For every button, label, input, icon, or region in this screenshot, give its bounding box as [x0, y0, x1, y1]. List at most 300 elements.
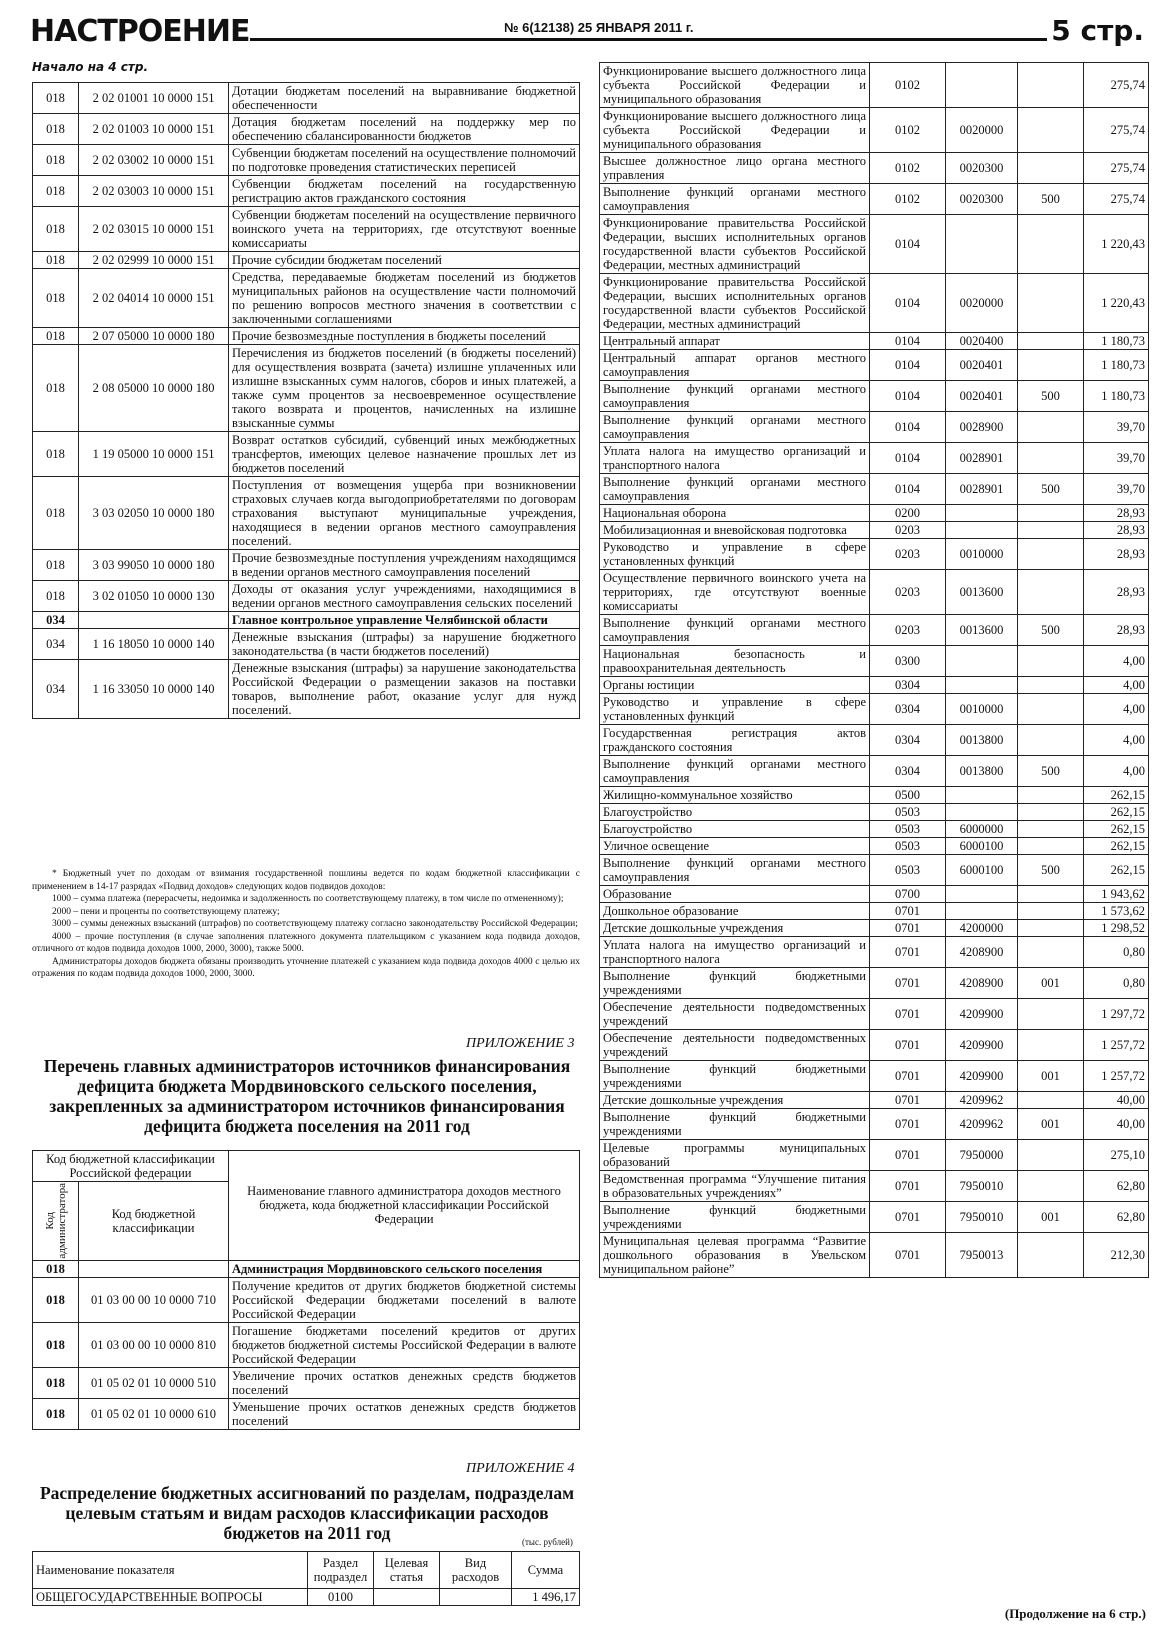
row-target: 0020401 [946, 350, 1018, 381]
table-row [33, 1260, 580, 1277]
row-name: Уплата налога на имущество организаций и транспортного налога [600, 937, 870, 968]
table-row [600, 1061, 1149, 1092]
table-row [600, 1233, 1149, 1278]
row-section: 0300 [870, 646, 946, 677]
row-name: Руководство и управление в сфере установленных функций [600, 539, 870, 570]
table-row [33, 176, 580, 207]
row-target [946, 505, 1018, 522]
row-section: 0102 [870, 184, 946, 215]
row-name: Дошкольное образование [600, 903, 870, 920]
row-sum: 28,93 [1084, 570, 1149, 615]
row-name: Центральный аппарат [600, 333, 870, 350]
table-row [600, 443, 1149, 474]
row-kind [1018, 1140, 1084, 1171]
table-row [600, 153, 1149, 184]
table-row [33, 660, 580, 719]
row-budget-code: 2 02 01001 10 0000 151 [79, 83, 229, 114]
table-row [600, 886, 1149, 903]
row-section: 0104 [870, 474, 946, 505]
row-sum: 4,00 [1084, 646, 1149, 677]
row-sum: 1 297,72 [1084, 999, 1149, 1030]
row-budget-code: 2 02 02999 10 0000 151 [79, 252, 229, 269]
row-target: 0020000 [946, 108, 1018, 153]
row-kind [1018, 999, 1084, 1030]
row-name: Функционирование высшего должностного лица субъекта Российской Федерации и муниципального образования [600, 63, 870, 108]
row-sum: 0,80 [1084, 937, 1149, 968]
row-sum: 262,15 [1084, 838, 1149, 855]
row-kind [1018, 937, 1084, 968]
row-sum: 40,00 [1084, 1109, 1149, 1140]
table-row [33, 252, 580, 269]
row-kind [1018, 838, 1084, 855]
row-sum: 39,70 [1084, 474, 1149, 505]
row-budget-code: 2 02 01003 10 0000 151 [79, 114, 229, 145]
row-name: Выполнение функций органами местного самоуправления [600, 474, 870, 505]
row-target: 4200000 [946, 920, 1018, 937]
row-name: Функционирование правительства Российской Федерации, высших исполнительных органов государственной власти субъектов Российской Федерации, местных администраций [600, 215, 870, 274]
row-sum: 1 257,72 [1084, 1061, 1149, 1092]
row-target: 0020400 [946, 333, 1018, 350]
row-name: Функционирование правительства Российской Федерации, высших исполнительных органов государственной власти субъектов Российской Федерации, местных администраций [600, 274, 870, 333]
row-name: Ведомственная программа “Улучшение питания в образовательных учреждениях” [600, 1171, 870, 1202]
row-name: Перечисления из бюджетов поселений (в бюджеты поселений) для осуществления возврата (зачета) излишне уплаченных или излишне взысканных сумм налогов, сборов и иных платежей, а также сумм процентов за несвоевременное осуществление такого возврата и процентов, начисленных на излишне взысканные суммы [229, 345, 580, 432]
row-target: 6000100 [946, 838, 1018, 855]
row-section: 0503 [870, 838, 946, 855]
newspaper-title: НАСТРОЕНИЕ [30, 14, 250, 49]
row-name: Благоустройство [600, 804, 870, 821]
row-section: 0304 [870, 677, 946, 694]
row-kind: 001 [1018, 1202, 1084, 1233]
header-kind: Вид расходов [440, 1552, 512, 1589]
row-budget-code: 3 03 02050 10 0000 180 [79, 477, 229, 550]
row-kind [1018, 787, 1084, 804]
table-row [600, 539, 1149, 570]
row-name: Обеспечение деятельности подведомственных учреждений [600, 1030, 870, 1061]
row-sum: 0,80 [1084, 968, 1149, 999]
row-name: Национальная оборона [600, 505, 870, 522]
row-sum: 62,80 [1084, 1202, 1149, 1233]
header-name: Наименование главного администратора доходов местного бюджета, кода бюджетной классификации Российской Федерации [229, 1151, 580, 1261]
row-name: Выполнение функций органами местного самоуправления [600, 412, 870, 443]
row-kind [1018, 646, 1084, 677]
row-section: 0200 [870, 505, 946, 522]
row-target: 0013600 [946, 615, 1018, 646]
row-kind: 500 [1018, 184, 1084, 215]
row-budget-code: 3 02 01050 10 0000 130 [79, 581, 229, 612]
row-section: 0104 [870, 412, 946, 443]
table-row [33, 345, 580, 432]
row-kind [1018, 412, 1084, 443]
row-sum: 1 220,43 [1084, 274, 1149, 333]
row-section: 0104 [870, 215, 946, 274]
row-budget-code: 1 19 05000 10 0000 151 [79, 432, 229, 477]
row-name: Прочие безвозмездные поступления в бюджеты поселений [229, 328, 580, 345]
row-kind [1018, 694, 1084, 725]
row-budget-code: 2 02 03002 10 0000 151 [79, 145, 229, 176]
row-name: Администрация Мордвиновского сельского поселения [229, 1260, 580, 1277]
row-sum: 275,74 [1084, 108, 1149, 153]
row-section: 0700 [870, 886, 946, 903]
row-name: Выполнение функций бюджетными учреждениями [600, 1109, 870, 1140]
row-kind [1018, 1092, 1084, 1109]
row-admin-code: 018 [33, 207, 79, 252]
row-name: Уличное освещение [600, 838, 870, 855]
row-name: Дотации бюджетам поселений на выравнивание бюджетной обеспеченности [229, 83, 580, 114]
row-target: 0020401 [946, 381, 1018, 412]
table-row [600, 903, 1149, 920]
row-name: Выполнение функций бюджетными учреждениями [600, 1202, 870, 1233]
table-row [33, 207, 580, 252]
row-admin-code: 018 [33, 1260, 79, 1277]
row-kind [1018, 63, 1084, 108]
table-row [600, 1092, 1149, 1109]
table-row [600, 920, 1149, 937]
row-section: 0503 [870, 804, 946, 821]
row-target [374, 1589, 440, 1606]
row-sum: 275,74 [1084, 63, 1149, 108]
row-section: 0104 [870, 333, 946, 350]
table-row [33, 145, 580, 176]
row-name: Благоустройство [600, 821, 870, 838]
row-budget-code [79, 612, 229, 629]
row-admin-code: 018 [33, 432, 79, 477]
row-admin-code: 018 [33, 1367, 79, 1398]
table-row [600, 474, 1149, 505]
table-row [33, 1589, 580, 1606]
row-name: Выполнение функций органами местного самоуправления [600, 615, 870, 646]
row-sum: 1 180,73 [1084, 333, 1149, 350]
appendix-3-label: ПРИЛОЖЕНИЕ 3 [466, 1036, 575, 1051]
row-kind [1018, 821, 1084, 838]
row-admin-code: 018 [33, 176, 79, 207]
row-name: Детские дошкольные учреждения [600, 1092, 870, 1109]
row-section: 0102 [870, 108, 946, 153]
row-budget-code: 1 16 33050 10 0000 140 [79, 660, 229, 719]
row-sum: 28,93 [1084, 522, 1149, 539]
table-row [600, 725, 1149, 756]
table-row [33, 83, 580, 114]
table-row [600, 615, 1149, 646]
row-name: Обеспечение деятельности подведомственных учреждений [600, 999, 870, 1030]
row-target [946, 215, 1018, 274]
row-kind: 500 [1018, 615, 1084, 646]
row-kind [440, 1589, 512, 1606]
row-name: Выполнение функций бюджетными учреждениями [600, 968, 870, 999]
row-name: Прочие субсидии бюджетам поселений [229, 252, 580, 269]
table-row [600, 412, 1149, 443]
row-section: 0503 [870, 855, 946, 886]
footnote-line: 3000 – суммы денежных взысканий (штрафов) по соответствующему платежу согласно законодательству Российской Федерации; [52, 919, 578, 929]
table-row [33, 432, 580, 477]
table-row [600, 1109, 1149, 1140]
row-target: 4209962 [946, 1092, 1018, 1109]
row-name: Функционирование высшего должностного лица субъекта Российской Федерации и муниципального образования [600, 108, 870, 153]
row-kind [1018, 677, 1084, 694]
units-label: (тыс. рублей) [522, 1537, 573, 1547]
table-row [600, 350, 1149, 381]
row-admin-code: 018 [33, 83, 79, 114]
row-kind [1018, 539, 1084, 570]
row-sum: 62,80 [1084, 1171, 1149, 1202]
row-name: Государственная регистрация актов гражданского состояния [600, 725, 870, 756]
row-name: Доходы от оказания услуг учреждениями, находящимися в ведении органов местного самоуправления сельских поселений [229, 581, 580, 612]
row-admin-code: 018 [33, 1398, 79, 1429]
row-admin-code: 034 [33, 629, 79, 660]
row-budget-code: 2 08 05000 10 0000 180 [79, 345, 229, 432]
table-row [33, 1398, 580, 1429]
table-row [600, 570, 1149, 615]
table-row [600, 215, 1149, 274]
row-budget-code: 2 02 03003 10 0000 151 [79, 176, 229, 207]
row-kind [1018, 903, 1084, 920]
header-sum: Сумма [512, 1552, 580, 1589]
row-section: 0701 [870, 920, 946, 937]
row-budget-code: 01 05 02 01 10 0000 610 [79, 1398, 229, 1429]
row-admin-code: 018 [33, 252, 79, 269]
row-admin-code: 018 [33, 145, 79, 176]
row-name: Высшее должностное лицо органа местного управления [600, 153, 870, 184]
row-name: Субвенции бюджетам поселений на осуществление первичного воинского учета на территориях, где отсутствуют военные комиссариаты [229, 207, 580, 252]
row-target: 0010000 [946, 694, 1018, 725]
row-name: Средства, передаваемые бюджетам поселений из бюджетов муниципальных районов на осуществление части полномочий по решению вопросов местного значения в соответствии с заключенными соглашениями [229, 269, 580, 328]
row-kind [1018, 153, 1084, 184]
row-target: 0020300 [946, 184, 1018, 215]
row-name: Главное контрольное управление Челябинской области [229, 612, 580, 629]
row-admin-code: 034 [33, 660, 79, 719]
row-name: Увеличение прочих остатков денежных средств бюджетов поселений [229, 1367, 580, 1398]
row-kind: 500 [1018, 855, 1084, 886]
row-sum: 39,70 [1084, 443, 1149, 474]
row-admin-code: 034 [33, 612, 79, 629]
row-name: Субвенции бюджетам поселений на осуществление полномочий по подготовке проведения статистических переписей [229, 145, 580, 176]
row-target: 7950010 [946, 1202, 1018, 1233]
row-name: Образование [600, 886, 870, 903]
row-sum: 275,74 [1084, 153, 1149, 184]
row-budget-code: 2 07 05000 10 0000 180 [79, 328, 229, 345]
table-row [600, 1171, 1149, 1202]
footnote-line: Администраторы доходов бюджета обязаны производить уточнение платежей с указанием кода подвида доходов 4000 с целью их отражения по кодам подвида доходов 1000, 2000, 3000. [32, 956, 580, 979]
row-target: 4208900 [946, 937, 1018, 968]
row-section: 0701 [870, 1140, 946, 1171]
page-number: 5 стр. [1047, 14, 1144, 47]
row-name: Уплата налога на имущество организаций и транспортного налога [600, 443, 870, 474]
row-sum: 1 180,73 [1084, 350, 1149, 381]
row-section: 0701 [870, 999, 946, 1030]
row-target [946, 903, 1018, 920]
row-name: Руководство и управление в сфере установленных функций [600, 694, 870, 725]
table-row [33, 477, 580, 550]
row-name: Жилищно-коммунальное хозяйство [600, 787, 870, 804]
row-target: 0028901 [946, 474, 1018, 505]
table-row [33, 629, 580, 660]
row-sum: 1 180,73 [1084, 381, 1149, 412]
row-kind [1018, 1030, 1084, 1061]
row-name: Органы юстиции [600, 677, 870, 694]
table-row [600, 1202, 1149, 1233]
row-name: Дотация бюджетам поселений на поддержку мер по обеспечению сбалансированности бюджетов [229, 114, 580, 145]
row-target: 6000100 [946, 855, 1018, 886]
row-admin-code: 018 [33, 269, 79, 328]
header-group: Код бюджетной классификации Российской федерации [33, 1151, 229, 1182]
row-admin-code: 018 [33, 1277, 79, 1322]
footnote-line: 4000 – прочие поступления (в случае заполнения платежного документа плательщиком с указанием кода подвида доходов, отличного от кодов подвида доходов 1000, 2000, 3000), также 5000. [32, 931, 580, 954]
row-name: Муниципальная целевая программа “Развитие дошкольного образования в Увельском муниципальном районе” [600, 1233, 870, 1278]
row-sum: 1 573,62 [1084, 903, 1149, 920]
row-kind [1018, 350, 1084, 381]
row-section: 0701 [870, 1233, 946, 1278]
row-kind: 001 [1018, 1109, 1084, 1140]
row-sum: 275,10 [1084, 1140, 1149, 1171]
row-section: 0104 [870, 381, 946, 412]
row-section: 0503 [870, 821, 946, 838]
row-sum: 4,00 [1084, 694, 1149, 725]
row-budget-code: 2 02 03015 10 0000 151 [79, 207, 229, 252]
row-name: Выполнение функций органами местного самоуправления [600, 381, 870, 412]
row-target: 0010000 [946, 539, 1018, 570]
row-sum: 1 220,43 [1084, 215, 1149, 274]
header-indicator: Наименование показателя [33, 1552, 308, 1589]
row-kind: 001 [1018, 968, 1084, 999]
row-name: Национальная безопасность и правоохранительная деятельность [600, 646, 870, 677]
row-target: 6000000 [946, 821, 1018, 838]
row-kind: 001 [1018, 1061, 1084, 1092]
row-sum: 275,74 [1084, 184, 1149, 215]
row-name: Получение кредитов от других бюджетов бюджетной системы Российской Федерации бюджетами поселений в валюте Российской Федерации [229, 1277, 580, 1322]
row-target: 4209900 [946, 1030, 1018, 1061]
table-row [600, 108, 1149, 153]
row-sum: 262,15 [1084, 804, 1149, 821]
row-name: Выполнение функций органами местного самоуправления [600, 756, 870, 787]
table-row [33, 114, 580, 145]
table-row [33, 269, 580, 328]
row-name: Прочие безвозмездные поступления учреждениям находящимся в ведении органов местного самоуправления поселений [229, 550, 580, 581]
row-target: 0013800 [946, 756, 1018, 787]
row-sum: 1 943,62 [1084, 886, 1149, 903]
header-target: Целевая статья [374, 1552, 440, 1589]
row-kind: 500 [1018, 474, 1084, 505]
row-target: 0028900 [946, 412, 1018, 443]
row-name: Выполнение функций бюджетными учреждениями [600, 1061, 870, 1092]
row-kind [1018, 333, 1084, 350]
row-kind [1018, 522, 1084, 539]
row-sum: 262,15 [1084, 787, 1149, 804]
row-budget-code: 01 03 00 00 10 0000 810 [79, 1322, 229, 1367]
row-section: 0102 [870, 153, 946, 184]
table-row [600, 646, 1149, 677]
row-admin-code: 018 [33, 345, 79, 432]
row-target: 7950013 [946, 1233, 1018, 1278]
footnote-line: * Бюджетный учет по доходам от взимания государственной пошлины ведется по кодам бюджетной классификации с применением в 14-17 разрядах «Подвид доходов» следующих кодов подвидов доходов: [32, 869, 580, 892]
row-name: Целевые программы муниципальных образований [600, 1140, 870, 1171]
row-name: Осуществление первичного воинского учета на территориях, где отсутствуют военные комиссариаты [600, 570, 870, 615]
row-target [946, 787, 1018, 804]
row-sum: 28,93 [1084, 505, 1149, 522]
row-kind: 500 [1018, 381, 1084, 412]
row-kind [1018, 1171, 1084, 1202]
row-kind [1018, 274, 1084, 333]
revenue-admin-table [32, 82, 580, 719]
row-section: 0304 [870, 756, 946, 787]
header-section: Раздел подраздел [308, 1552, 374, 1589]
row-admin-code: 018 [33, 550, 79, 581]
row-section: 0304 [870, 725, 946, 756]
row-name: ОБЩЕГОСУДАРСТВЕННЫЕ ВОПРОСЫ [33, 1589, 308, 1606]
row-section: 0104 [870, 350, 946, 381]
row-target [946, 646, 1018, 677]
table-row [600, 184, 1149, 215]
issue-date: № 6(12138) 25 ЯНВАРЯ 2011 г. [500, 20, 698, 35]
row-section: 0203 [870, 615, 946, 646]
table-row [600, 1140, 1149, 1171]
row-sum: 1 496,17 [512, 1589, 580, 1606]
row-target [946, 63, 1018, 108]
row-name: Выполнение функций органами местного самоуправления [600, 184, 870, 215]
table-row [600, 333, 1149, 350]
row-kind [1018, 725, 1084, 756]
deficit-sources-table [32, 1150, 580, 1430]
row-kind [1018, 443, 1084, 474]
continued-to: (Продолжение на 6 стр.) [1004, 1606, 1146, 1621]
row-target [946, 886, 1018, 903]
footnote-line: 1000 – сумма платежа (перерасчеты, недоимка и задолженность по соответствующему платежу, в том числе по отмененному); [52, 894, 564, 904]
row-section: 0104 [870, 443, 946, 474]
table-row [33, 550, 580, 581]
row-target [946, 804, 1018, 821]
table-row [600, 381, 1149, 412]
row-section: 0203 [870, 539, 946, 570]
row-section: 0701 [870, 1061, 946, 1092]
table-row [33, 1277, 580, 1322]
row-sum: 212,30 [1084, 1233, 1149, 1278]
table-row [600, 804, 1149, 821]
row-sum: 1 298,52 [1084, 920, 1149, 937]
row-target: 7950000 [946, 1140, 1018, 1171]
row-budget-code: 2 02 04014 10 0000 151 [79, 269, 229, 328]
appendix-3-title: Перечень главных администраторов источников финансирования дефицита бюджета Мордвиновского сельского поселения, закрепленных за администратором источников финансирования дефицита бюджета поселения на 2011 год [43, 1056, 571, 1136]
row-section: 0203 [870, 570, 946, 615]
row-target: 7950010 [946, 1171, 1018, 1202]
table-row [33, 1367, 580, 1398]
table-row [600, 821, 1149, 838]
row-section: 0701 [870, 937, 946, 968]
row-sum: 1 257,72 [1084, 1030, 1149, 1061]
row-section: 0701 [870, 903, 946, 920]
row-name: Возврат остатков субсидий, субвенций иных межбюджетных трансфертов, имеющих целевое назначение прошлых лет из бюджетов поселений [229, 432, 580, 477]
table-row [600, 677, 1149, 694]
row-sum: 40,00 [1084, 1092, 1149, 1109]
row-admin-code: 018 [33, 328, 79, 345]
table-row [600, 756, 1149, 787]
table-row [600, 63, 1149, 108]
row-name: Центральный аппарат органов местного самоуправления [600, 350, 870, 381]
row-sum: 39,70 [1084, 412, 1149, 443]
table-row [33, 581, 580, 612]
row-sum: 4,00 [1084, 725, 1149, 756]
row-budget-code: 1 16 18050 10 0000 140 [79, 629, 229, 660]
row-sum: 262,15 [1084, 855, 1149, 886]
table-row [600, 505, 1149, 522]
expense-header-table [32, 1551, 580, 1606]
row-name: Мобилизационная и вневойсковая подготовка [600, 522, 870, 539]
appendix-4-title: Распределение бюджетных ассигнований по разделам, подразделам целевым статьям и видам расходов классификации расходов бюджетов на 2011 год [39, 1483, 575, 1543]
row-section: 0304 [870, 694, 946, 725]
row-kind [1018, 505, 1084, 522]
row-name: Денежные взыскания (штрафы) за нарушение бюджетного законодательства (в части бюджетов поселений) [229, 629, 580, 660]
row-sum: 28,93 [1084, 615, 1149, 646]
row-section: 0701 [870, 968, 946, 999]
row-admin-code: 018 [33, 477, 79, 550]
table-row [600, 937, 1149, 968]
